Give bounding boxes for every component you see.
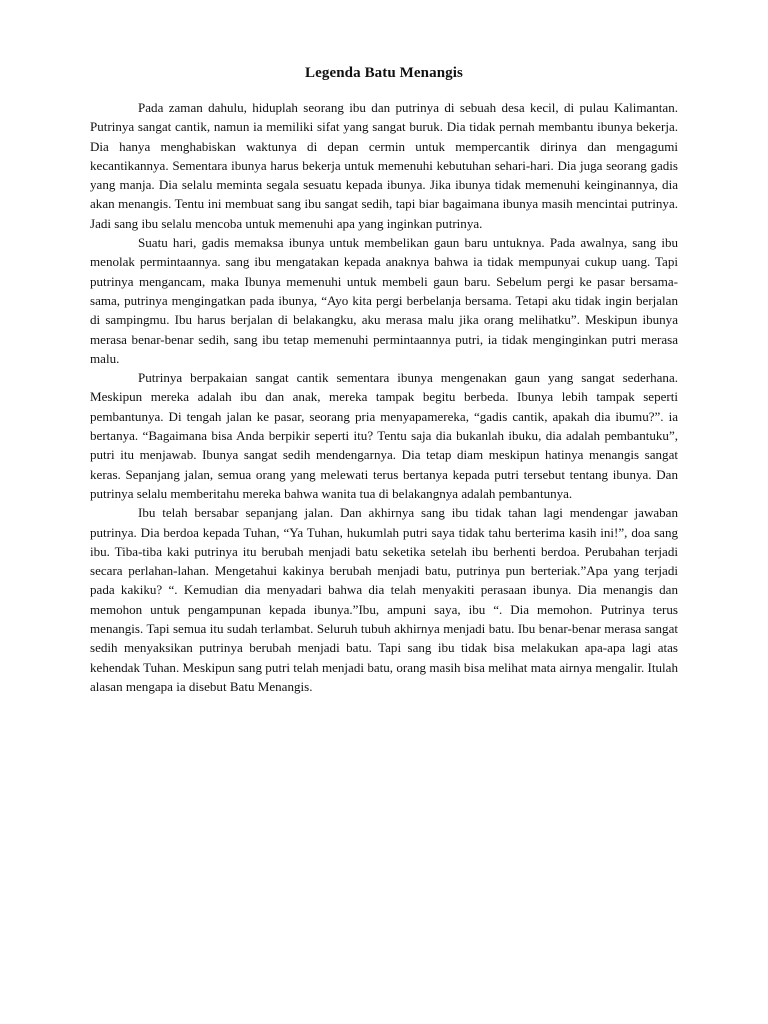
paragraph-1: Pada zaman dahulu, hiduplah seorang ibu dan putrinya di sebuah desa kecil, di pulau Kalimantan. Putrinya sangat cantik, namun ia memiliki sifat yang sangat buruk. Dia tidak pernah membantu ibunya bekerja. Dia hanya menghabiskan waktunya di depan cermin untuk mempercantik dirinya dan mengagumi kecantikannya. Sementara ibunya harus bekerja untuk memenuhi kebutuhan sehari-hari. Dia juga seorang gadis yang manja. Dia selalu meminta segala sesuatu kepada ibunya. Jika ibunya tidak memenuhi keinginannya, dia akan menangis. Tentu ini membuat sang ibu sangat sedih, tapi biar bagaimana ibunya masih mencintai putrinya. Jadi sang ibu selalu mencoba untuk memenuhi apa yang inginkan putrinya. [90,100,678,231]
paragraph-3: Putrinya berpakaian sangat cantik sementara ibunya mengenakan gaun yang sangat sederhana. Meskipun mereka adalah ibu dan anak, mereka tampak begitu berbeda. Ibunya lebih tampak seperti pembantunya. Di tengah jalan ke pasar, seorang pria menyapamereka, “gadis cantik, apakah dia ibumu?”. ia bertanya. “Bagaimana bisa Anda berpikir seperti itu? Tentu saja dia bukanlah ibuku, dia adalah pembantuku”, putri itu menjawab. Ibunya sangat sedih mendengarnya. Dia tetap diam meskipun hatinya menangis sangat keras. Sepanjang jalan, semua orang yang melewati terus bertanya kepada putri tersebut tentang ibunya. Dan putrinya selalu memberitahu mereka bahwa wanita tua di belakangnya adalah pembantunya. [90,370,678,501]
document-body [90,98,678,696]
paragraph-2: Suatu hari, gadis memaksa ibunya untuk membelikan gaun baru untuknya. Pada awalnya, sang ibu menolak permintaannya. sang ibu mengatakan kepada anaknya bahwa ia tidak mempunyai cukup uang. Tapi putrinya mengancam, maka Ibunya memenuhi untuk membeli gaun baru. Sebelum pergi ke pasar bersama-sama, putrinya mengingatkan pada ibunya, “Ayo kita pergi berbelanja bersama. Tetapi aku tidak ingin berjalan di sampingmu. Ibu harus berjalan di belakangku, aku merasa malu jika orang melihatku”. Meskipun ibunya merasa benar-benar sedih, sang ibu tetap memenuhi permintaannya putri, ia tidak menginginkan putri merasa malu. [90,235,678,366]
document-title: Legenda Batu Menangis [305,65,463,81]
paragraph-4: Ibu telah bersabar sepanjang jalan. Dan akhirnya sang ibu tidak tahan lagi mendengar jawaban putrinya. Dia berdoa kepada Tuhan, “Ya Tuhan, hukumlah putri saya tidak tahu berterima kasih ini!”, doa sang ibu. Tiba-tiba kaki putrinya itu berubah menjadi batu seketika setelah ibu berhenti berdoa. Perubahan terjadi secara perlahan-lahan. Mengetahui kakinya berubah menjadi batu, putrinya pun berteriak.”Apa yang terjadi pada kakiku? “. Kemudian dia menyadari bahwa dia telah menyakiti perasaan ibunya. Dia menangis dan memohon untuk pengampunan kepada ibunya.”Ibu, ampuni saya, ibu “. Dia memohon. Putrinya terus menangis. Tapi semua itu sudah terlambat. Seluruh tubuh akhirnya menjadi batu. Ibu benar-benar merasa sangat sedih menyaksikan putrinya berubah menjadi batu. Tapi sang ibu tidak bisa melakukan apa-apa lagi atas kehendak Tuhan. Meskipun sang putri telah menjadi batu, orang masih bisa melihat mata airnya mengalir. Itulah alasan mengapa ia disebut Batu Menangis. [90,505,678,694]
